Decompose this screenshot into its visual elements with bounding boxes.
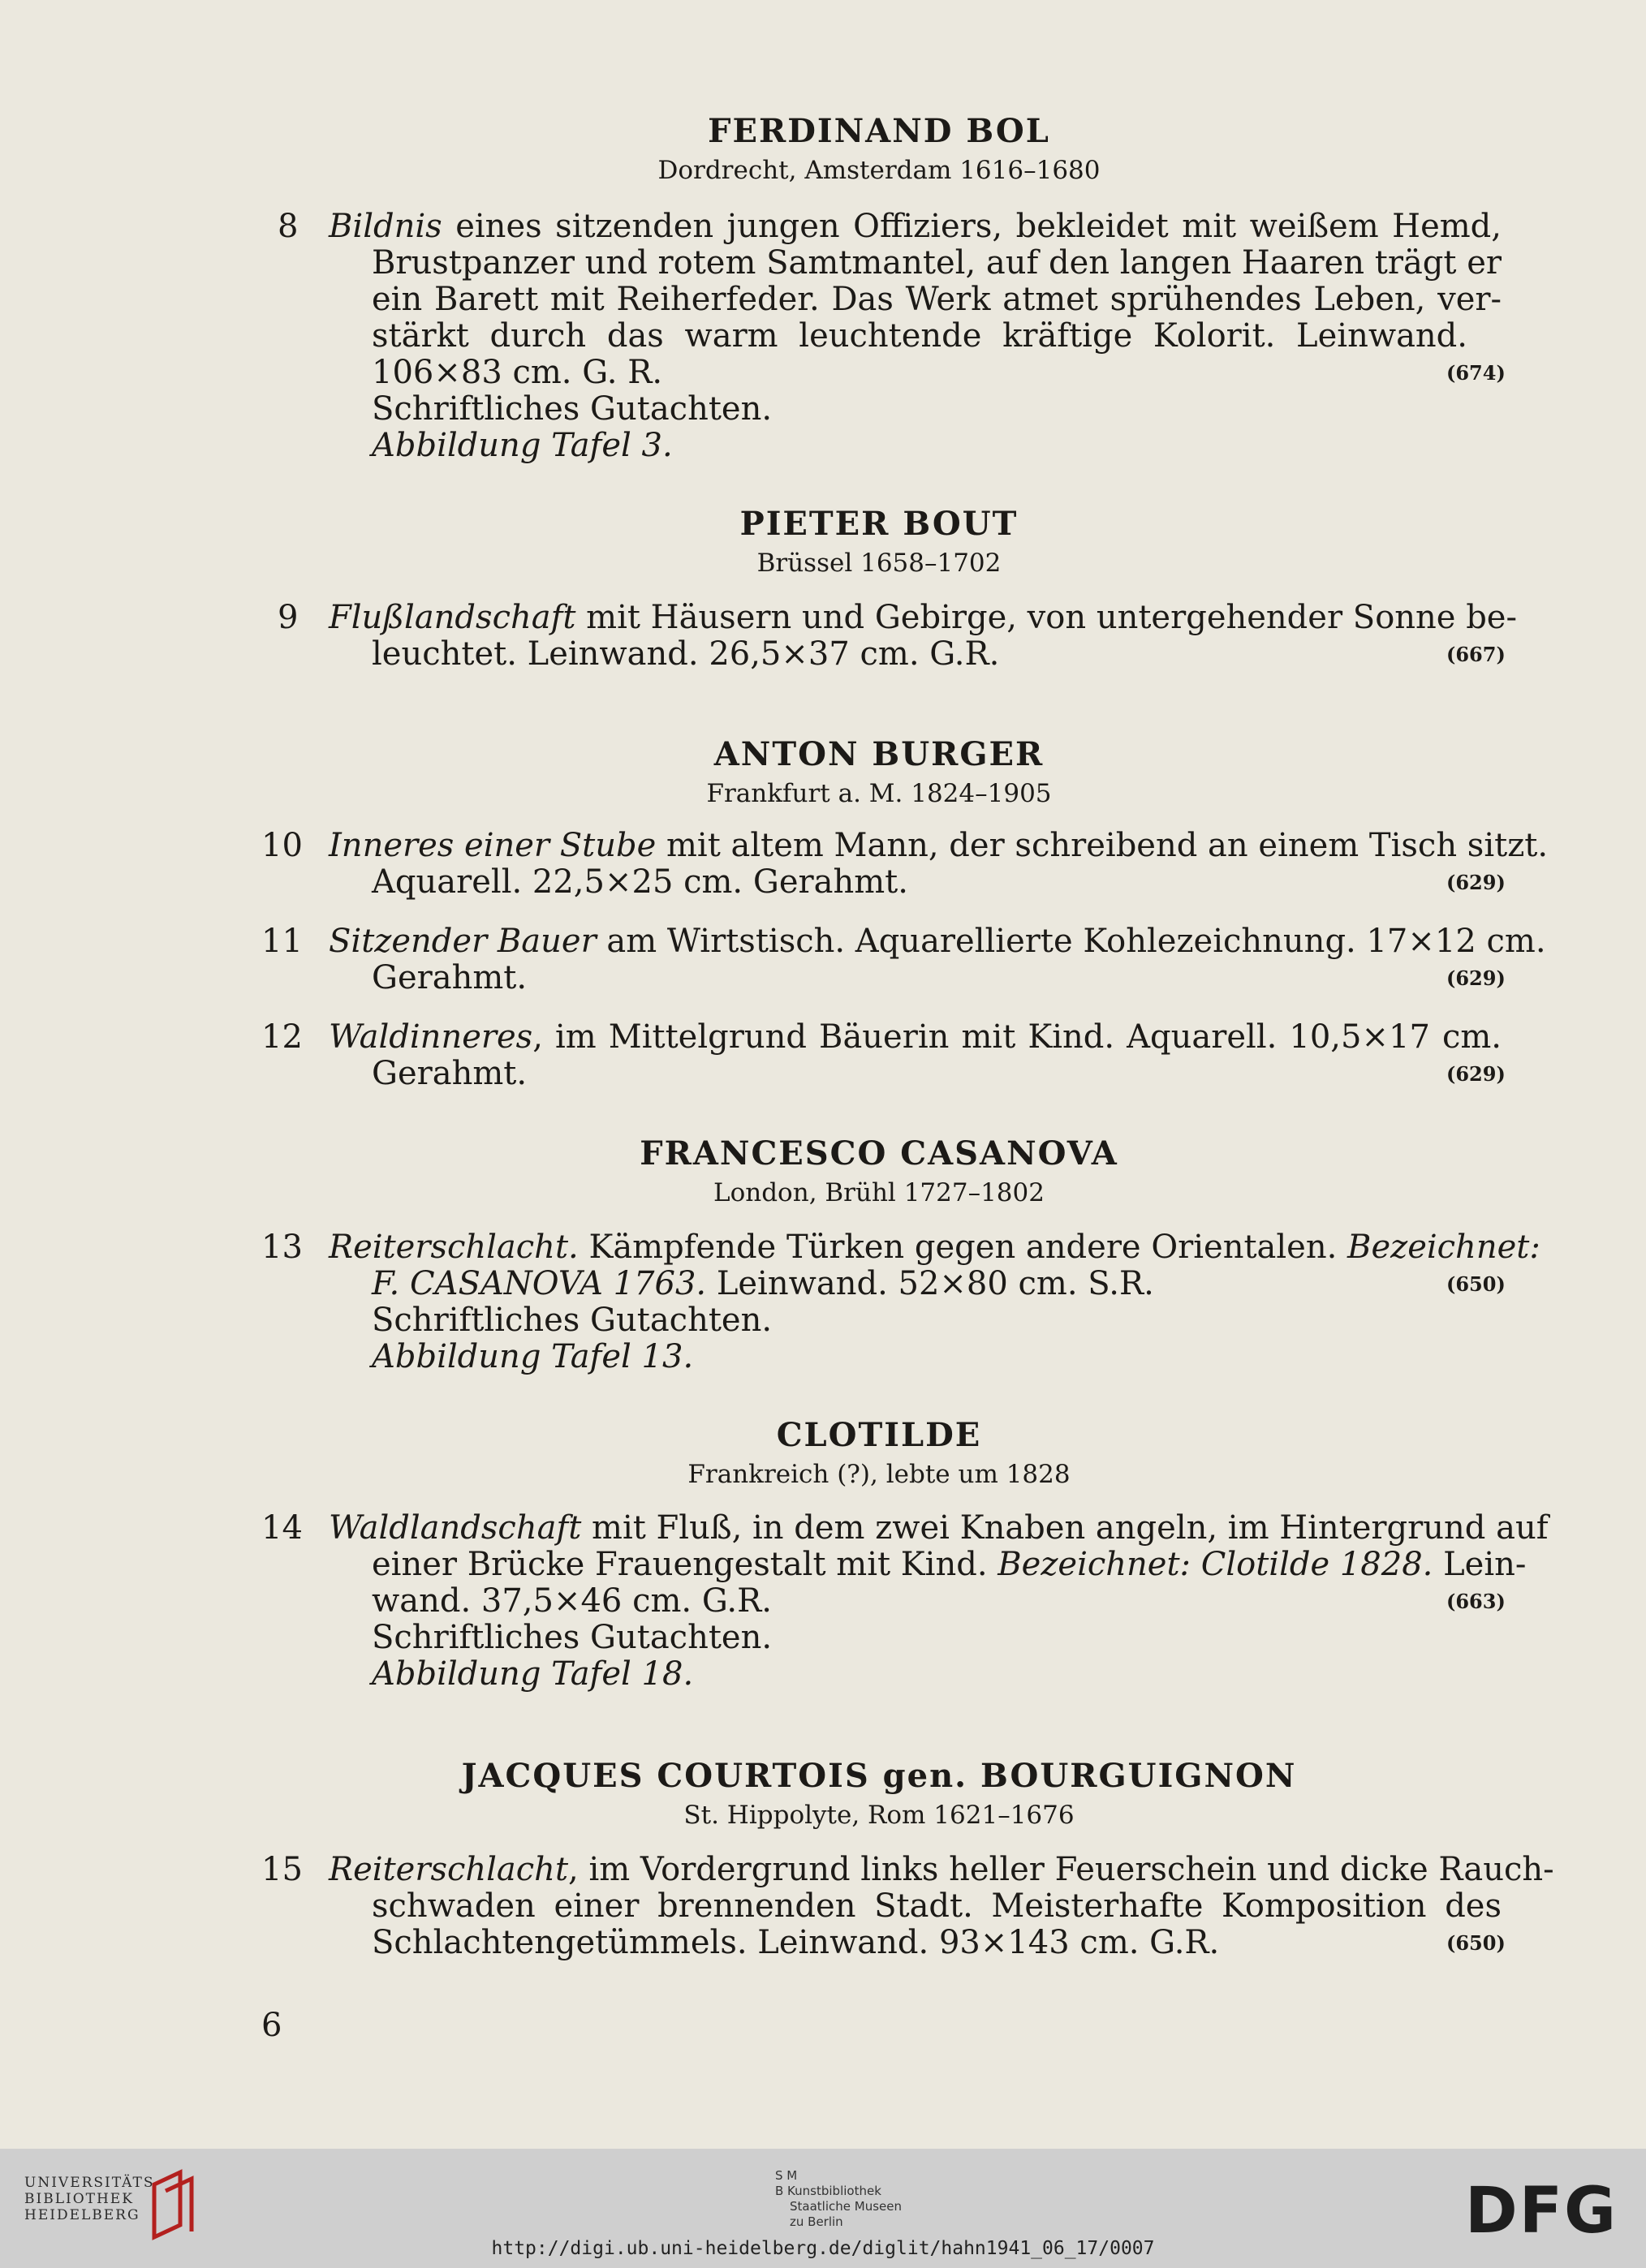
entry-text: einer Brücke Frauengestalt mit Kind. — [372, 1546, 998, 1583]
entry-number: 14 — [261, 1509, 303, 1547]
entry-line: leuchtet. Leinwand. 26,5×37 cm. G.R. — [372, 635, 1000, 673]
entry-line — [329, 1509, 1549, 1547]
entry-title: Sitzender Bauer — [329, 923, 597, 960]
entry-line — [329, 1018, 1502, 1056]
ub-line: UNIVERSITÄTS- — [24, 2175, 162, 2191]
dfg-logo[interactable]: DFG — [1465, 2175, 1618, 2248]
entry-number: 15 — [261, 1851, 303, 1888]
inventory-ref: (650) — [1446, 1272, 1506, 1296]
entry-line: wand. 37,5×46 cm. G.R. — [372, 1582, 772, 1620]
inventory-ref: (629) — [1446, 871, 1506, 894]
entry-title: Flußlandschaft — [329, 599, 576, 636]
entry-text: mit Fluß, in dem zwei Knaben angeln, im Hintergrund auf — [581, 1509, 1549, 1547]
entry-text: , im Vordergrund links heller Feuerschein und dicke Rauch- — [568, 1851, 1554, 1888]
entry-line — [329, 827, 1549, 864]
entry-line: Schriftliches Gutachten. — [372, 390, 773, 428]
entry-line: Gerahmt. — [372, 1055, 528, 1092]
entry-number: 10 — [261, 827, 303, 864]
entry-number: 9 — [278, 599, 299, 636]
entry-text: mit altem Mann, der schreibend an einem Tisch sitzt. — [656, 827, 1549, 864]
signature-label: Bezeichnet: — [1347, 1229, 1540, 1266]
entry-number: 8 — [278, 208, 299, 245]
entry-number: 13 — [261, 1229, 303, 1266]
artist-name: ANTON BURGER — [713, 735, 1045, 773]
ub-line: HEIDELBERG — [24, 2207, 140, 2223]
entry-title: Waldlandschaft — [329, 1509, 582, 1547]
artist-name: FRANCESCO CASANOVA — [640, 1134, 1118, 1173]
inventory-ref: (629) — [1446, 1062, 1506, 1086]
illustration-ref: Abbildung Tafel 13. — [372, 1338, 694, 1375]
entry-number: 12 — [261, 1018, 303, 1056]
signature-text: F. CASANOVA 1763. — [372, 1265, 707, 1302]
entry-text: Lein- — [1433, 1546, 1527, 1583]
artist-origin: London, Brühl 1727–1802 — [713, 1178, 1045, 1207]
artist-origin: Dordrecht, Amsterdam 1616–1680 — [657, 156, 1101, 185]
entry-text: Kämpfende Türken gegen andere Orientalen. — [578, 1229, 1348, 1266]
ub-line: BIBLIOTHEK — [24, 2191, 134, 2207]
page-number: 6 — [261, 2007, 282, 2044]
sm-line: Staatliche Museen — [790, 2199, 902, 2214]
artist-origin: Frankfurt a. M. 1824–1905 — [706, 779, 1052, 808]
entry-line: Brustpanzer und rotem Samtmantel, auf den langen Haaren trägt er — [372, 244, 1502, 282]
entry-line: Aquarell. 22,5×25 cm. Gerahmt. — [372, 863, 908, 901]
ub-heidelberg-logo-icon[interactable] — [148, 2168, 198, 2241]
artist-name: FERDINAND BOL — [708, 112, 1050, 150]
artist-origin: Frankreich (?), lebte um 1828 — [687, 1460, 1071, 1489]
signature-text: Bezeichnet: Clotilde 1828. — [998, 1546, 1433, 1583]
inventory-ref: (674) — [1446, 361, 1506, 385]
entry-title: Reiterschlacht. — [329, 1229, 579, 1266]
entry-line — [329, 208, 1502, 245]
entry-line: 106×83 cm. G. R. — [372, 354, 663, 391]
sm-line: zu Berlin — [790, 2214, 843, 2229]
artist-name: CLOTILDE — [776, 1416, 982, 1454]
entry-line: Schriftliches Gutachten. — [372, 1619, 773, 1656]
entry-line — [329, 599, 1517, 636]
entry-line: schwaden einer brennenden Stadt. Meisterhafte Komposition des — [372, 1887, 1502, 1925]
entry-line: stärkt durch das warm leuchtende kräftige Kolorit. Leinwand. — [372, 317, 1467, 355]
page-url[interactable]: http://digi.ub.uni-heidelberg.de/diglit/hahn1941_06_17/0007 — [491, 2238, 1155, 2259]
entry-number: 11 — [261, 923, 303, 960]
artist-name: JACQUES COURTOIS gen. BOURGUIGNON — [461, 1757, 1297, 1795]
artist-origin: St. Hippolyte, Rom 1621–1676 — [683, 1801, 1075, 1830]
entry-line — [329, 1229, 1540, 1266]
inventory-ref: (629) — [1446, 966, 1506, 990]
entry-title: Reiterschlacht — [329, 1851, 569, 1888]
entry-line: ein Barett mit Reiherfeder. Das Werk atmet sprühendes Leben, ver- — [372, 281, 1502, 318]
entry-text: mit Häusern und Gebirge, von untergehender Sonne be- — [575, 599, 1517, 636]
entry-line — [329, 923, 1546, 960]
entry-text: Leinwand. 52×80 cm. S.R. — [706, 1265, 1154, 1302]
entry-line — [372, 1265, 1154, 1302]
entry-text: , im Mittelgrund Bäuerin mit Kind. Aquarell. 10,5×17 cm. — [532, 1018, 1502, 1056]
entry-line: Schlachtengetümmels. Leinwand. 93×143 cm. G.R. — [372, 1924, 1220, 1961]
entry-line — [329, 1851, 1554, 1888]
entry-title: Waldinneres — [329, 1018, 533, 1056]
entry-line — [372, 1546, 1527, 1583]
ub-heidelberg-logo-text[interactable] — [24, 2175, 162, 2223]
entry-title: Bildnis — [329, 208, 442, 245]
entry-title: Inneres einer Stube — [329, 827, 657, 864]
sm-line: S M — [775, 2168, 798, 2183]
artist-name: PIETER BOUT — [739, 505, 1019, 543]
illustration-ref: Abbildung Tafel 3. — [372, 427, 673, 464]
inventory-ref: (650) — [1446, 1931, 1506, 1955]
entry-line: Schriftliches Gutachten. — [372, 1302, 773, 1339]
illustration-ref: Abbildung Tafel 18. — [372, 1655, 694, 1693]
entry-text: eines sitzenden jungen Offiziers, bekleidet mit weißem Hemd, — [442, 208, 1502, 245]
inventory-ref: (663) — [1446, 1590, 1506, 1613]
entry-text: am Wirtstisch. Aquarellierte Kohlezeichnung. 17×12 cm. — [596, 923, 1546, 960]
sm-kunstbibliothek-logo-text[interactable] — [775, 2168, 902, 2230]
artist-origin: Brüssel 1658–1702 — [756, 549, 1002, 578]
entry-line: Gerahmt. — [372, 959, 528, 996]
inventory-ref: (667) — [1446, 643, 1506, 666]
sm-line: B Kunstbibliothek — [775, 2184, 881, 2198]
